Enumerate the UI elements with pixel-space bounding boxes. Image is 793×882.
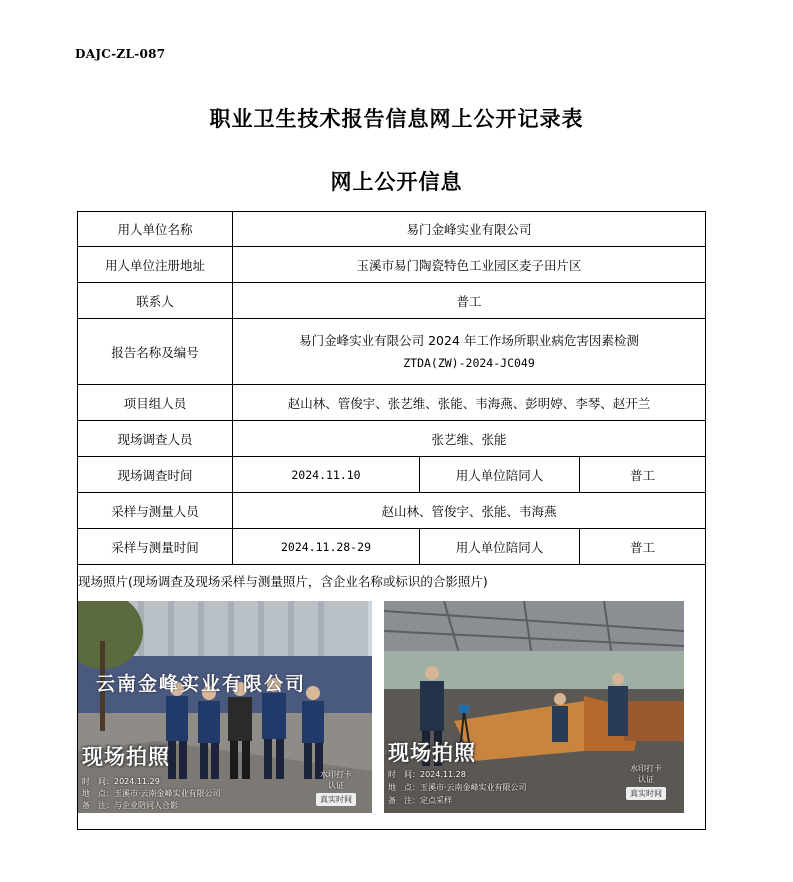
row-label: 现场调查时间: [78, 457, 233, 493]
watermark-time: 时 间：2024.11.29: [82, 777, 160, 786]
stamp-title: 水印打卡: [320, 770, 352, 779]
photo-caption: 现场照片(现场调查及现场采样与测量照片，含企业名称或标识的合影照片): [78, 574, 488, 589]
table-row: [78, 421, 706, 457]
page-subtitle: 网上公开信息: [330, 170, 463, 194]
stamp-title: 水印打卡: [630, 764, 662, 773]
group-photo: [78, 601, 372, 813]
report-name: [233, 319, 706, 385]
row-label: 现场调查人员: [78, 421, 233, 457]
watermark-stamp: [316, 769, 356, 806]
stamp-sub: 认证: [328, 781, 344, 790]
sampling-photo: [384, 601, 684, 813]
report-number: ZTDA(ZW)-2024-JC049: [403, 355, 535, 370]
document-code: DAJC-ZL-087: [75, 47, 166, 61]
sampling-time: 2024.11.28-29: [233, 529, 420, 565]
table-row: [78, 529, 706, 565]
project-team: 赵山林、管俊宇、张艺维、张能、韦海燕、彭明婷、李琴、赵开兰: [233, 385, 706, 421]
contact-person: 普工: [233, 283, 706, 319]
watermark-stamp: [626, 763, 666, 800]
table-row: [78, 319, 706, 385]
companion-value: 普工: [580, 529, 706, 565]
photo-section: [78, 565, 706, 830]
row-label: 用人单位注册地址: [78, 247, 233, 283]
table-row: [78, 565, 706, 830]
watermark-time: 时 间：2024.11.28: [388, 770, 466, 779]
table-row: [78, 385, 706, 421]
watermark-place: 地 点：玉溪市·云南金峰实业有限公司: [388, 783, 527, 792]
table-row: [78, 493, 706, 529]
table-row: [78, 457, 706, 493]
stamp-sub: 认证: [638, 775, 654, 784]
survey-staff: 张艺维、张能: [233, 421, 706, 457]
companion-label: 用人单位陪同人: [420, 457, 580, 493]
company-sign: 云南金峰实业有限公司: [96, 673, 307, 695]
row-label: 采样与测量人员: [78, 493, 233, 529]
sampling-staff: 赵山林、管俊宇、张能、韦海燕: [233, 493, 706, 529]
row-label: 用人单位名称: [78, 212, 233, 247]
stamp-button: 真实时间: [316, 793, 356, 806]
watermark-note: 备 注：定点采样: [388, 796, 452, 805]
survey-time: 2024.11.10: [233, 457, 420, 493]
report-title: 易门金峰实业有限公司 2024 年工作场所职业病危害因素检测: [299, 332, 639, 348]
watermark-place: 地 点：玉溪市·云南金峰实业有限公司: [82, 789, 221, 798]
companion-value: 普工: [580, 457, 706, 493]
row-label: 联系人: [78, 283, 233, 319]
employer-address: 玉溪市易门陶瓷特色工业园区麦子田片区: [233, 247, 706, 283]
companion-label: 用人单位陪同人: [420, 529, 580, 565]
table-row: [78, 283, 706, 319]
watermark-title: 现场拍照: [82, 745, 170, 769]
row-label: 报告名称及编号: [78, 319, 233, 385]
table-row: [78, 247, 706, 283]
watermark-title: 现场拍照: [388, 741, 476, 765]
stamp-button: 真实时间: [626, 787, 666, 800]
row-label: 项目组人员: [78, 385, 233, 421]
table-row: [78, 212, 706, 247]
row-label: 采样与测量时间: [78, 529, 233, 565]
record-table: [77, 211, 706, 830]
employer-name: 易门金峰实业有限公司: [233, 212, 706, 247]
watermark-note: 备 注：与企业陪同人合影: [82, 801, 178, 810]
page-title: 职业卫生技术报告信息网上公开记录表: [209, 107, 584, 131]
